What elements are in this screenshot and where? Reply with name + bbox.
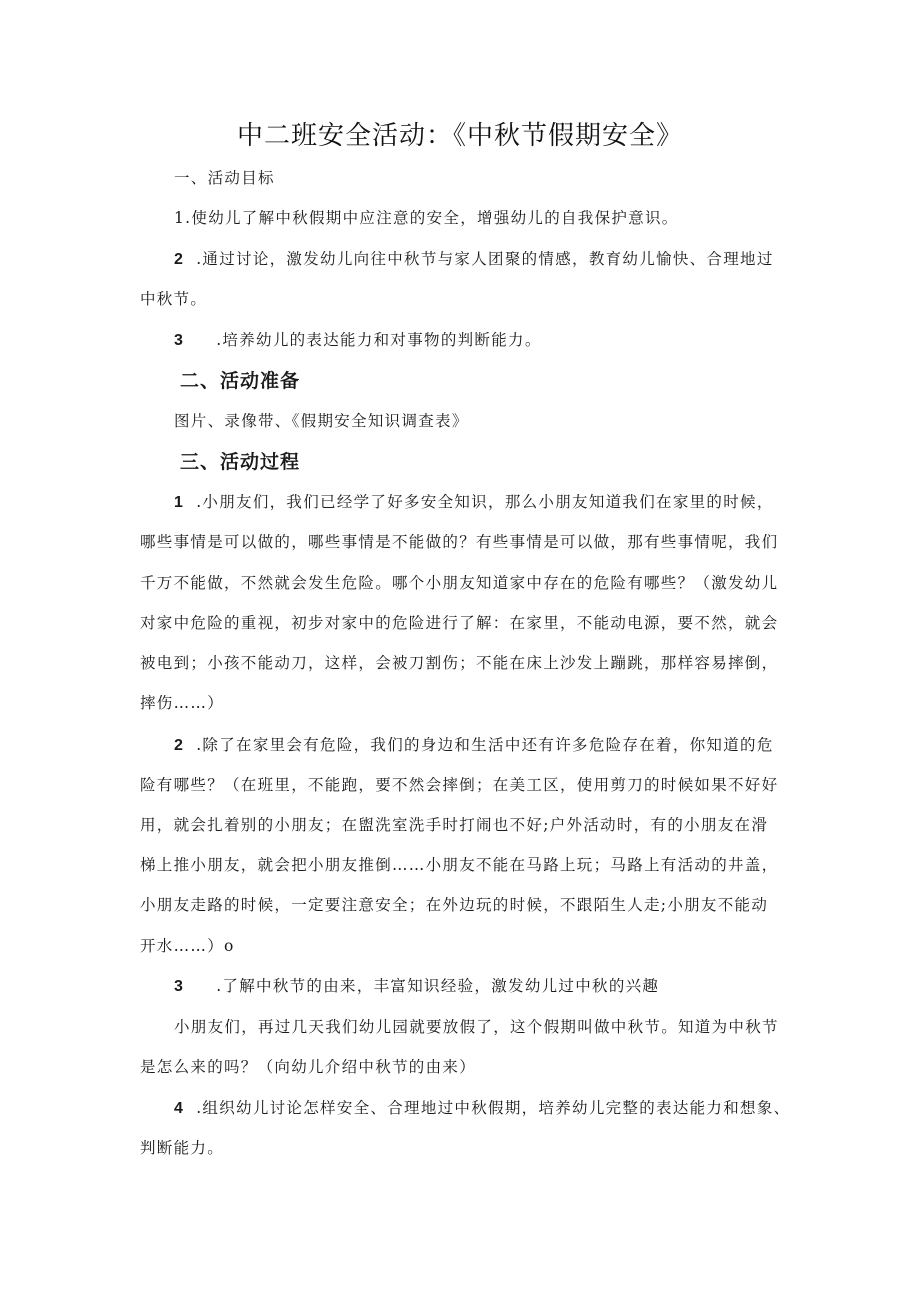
process-1-line-5: 被电到；小孩不能动刀，这样，会被刀割伤；不能在床上沙发上蹦跳，那样容易摔倒， — [140, 654, 779, 672]
process-4-number: 4 — [174, 1100, 185, 1117]
process-1-line-6: 摔伤……） — [140, 694, 225, 712]
section-heading-process: 三、活动过程 — [180, 451, 301, 473]
goal-3-line — [0, 329, 920, 352]
process-2-line-3: 用，就会扎着别的小朋友；在盥洗室洗手时打闹也不好;户外活动时，有的小朋友在滑 — [140, 816, 769, 834]
section-heading-goals: 一、活动目标 — [174, 169, 275, 187]
process-4-line-1 — [0, 1097, 920, 1120]
preparation-text: 图片、录像带、《假期安全知识调查表》 — [174, 412, 469, 430]
process-4-line-2: 判断能力。 — [140, 1139, 225, 1157]
process-1-number: 1 — [174, 494, 185, 511]
process-3b-line-2: 是怎么来的吗？（向幼儿介绍中秋节的由来） — [140, 1058, 477, 1076]
goal-3-number: 3 — [174, 332, 185, 349]
process-1-line-2: 哪些事情是可以做的，哪些事情是不能做的？有些事情是可以做，那有些事情呢，我们 — [140, 533, 779, 551]
goal-2-line-1 — [0, 248, 920, 271]
goal-2-text: .通过讨论，激发幼儿向往中秋节与家人团聚的情感，教育幼儿愉快、合理地过 — [196, 250, 774, 268]
process-1-line-3: 千万不能做，不然就会发生危险。哪个小朋友知道家中存在的危险有哪些？（激发幼儿 — [140, 574, 779, 592]
process-3b-line-1: 小朋友们，再过几天我们幼儿园就要放假了，这个假期叫做中秋节。知道为中秋节 — [174, 1018, 779, 1036]
process-1-text: .小朋友们，我们已经学了好多安全知识，那么小朋友知道我们在家里的时候， — [196, 493, 774, 511]
process-3-number: 3 — [174, 978, 185, 995]
process-2-number: 2 — [174, 737, 185, 754]
goal-3-text: .培养幼儿的表达能力和对事物的判断能力。 — [216, 331, 542, 349]
process-1-line-1 — [0, 491, 920, 514]
process-2-line-6: 开水……）o — [140, 937, 235, 955]
process-2-line-5: 小朋友走路的时候，一定要注意安全；在外边玩的时候，不跟陌生人走;小朋友不能动 — [140, 896, 769, 914]
process-3-line — [0, 975, 920, 998]
process-2-line-4: 梯上推小朋友，就会把小朋友推倒……小朋友不能在马路上玩；马路上有活动的井盖， — [140, 856, 779, 874]
process-2-line-2: 险有哪些？（在班里，不能跑，要不然会摔倒；在美工区，使用剪刀的时候如果不好好 — [140, 776, 779, 794]
process-3-text: .了解中秋节的由来，丰富知识经验，激发幼儿过中秋的兴趣 — [216, 977, 660, 995]
process-4-text: .组织幼儿讨论怎样安全、合理地过中秋假期，培养幼儿完整的表达能力和想象、 — [196, 1099, 791, 1117]
process-1-line-4: 对家中危险的重视，初步对家中的危险进行了解：在家里，不能动电源，要不然，就会 — [140, 614, 779, 632]
goal-2-line-2: 中秋节。 — [140, 290, 208, 308]
process-2-line-1 — [0, 734, 920, 757]
page-title: 中二班安全活动：《中秋节假期安全》 — [236, 121, 683, 151]
process-2-text: .除了在家里会有危险，我们的身边和生活中还有许多危险存在着，你知道的危 — [196, 736, 774, 754]
section-heading-preparation: 二、活动准备 — [180, 370, 301, 392]
goal-1-text: 1.使幼儿了解中秋假期中应注意的安全，增强幼儿的自我保护意识。 — [174, 209, 679, 227]
goal-2-number: 2 — [174, 251, 185, 268]
